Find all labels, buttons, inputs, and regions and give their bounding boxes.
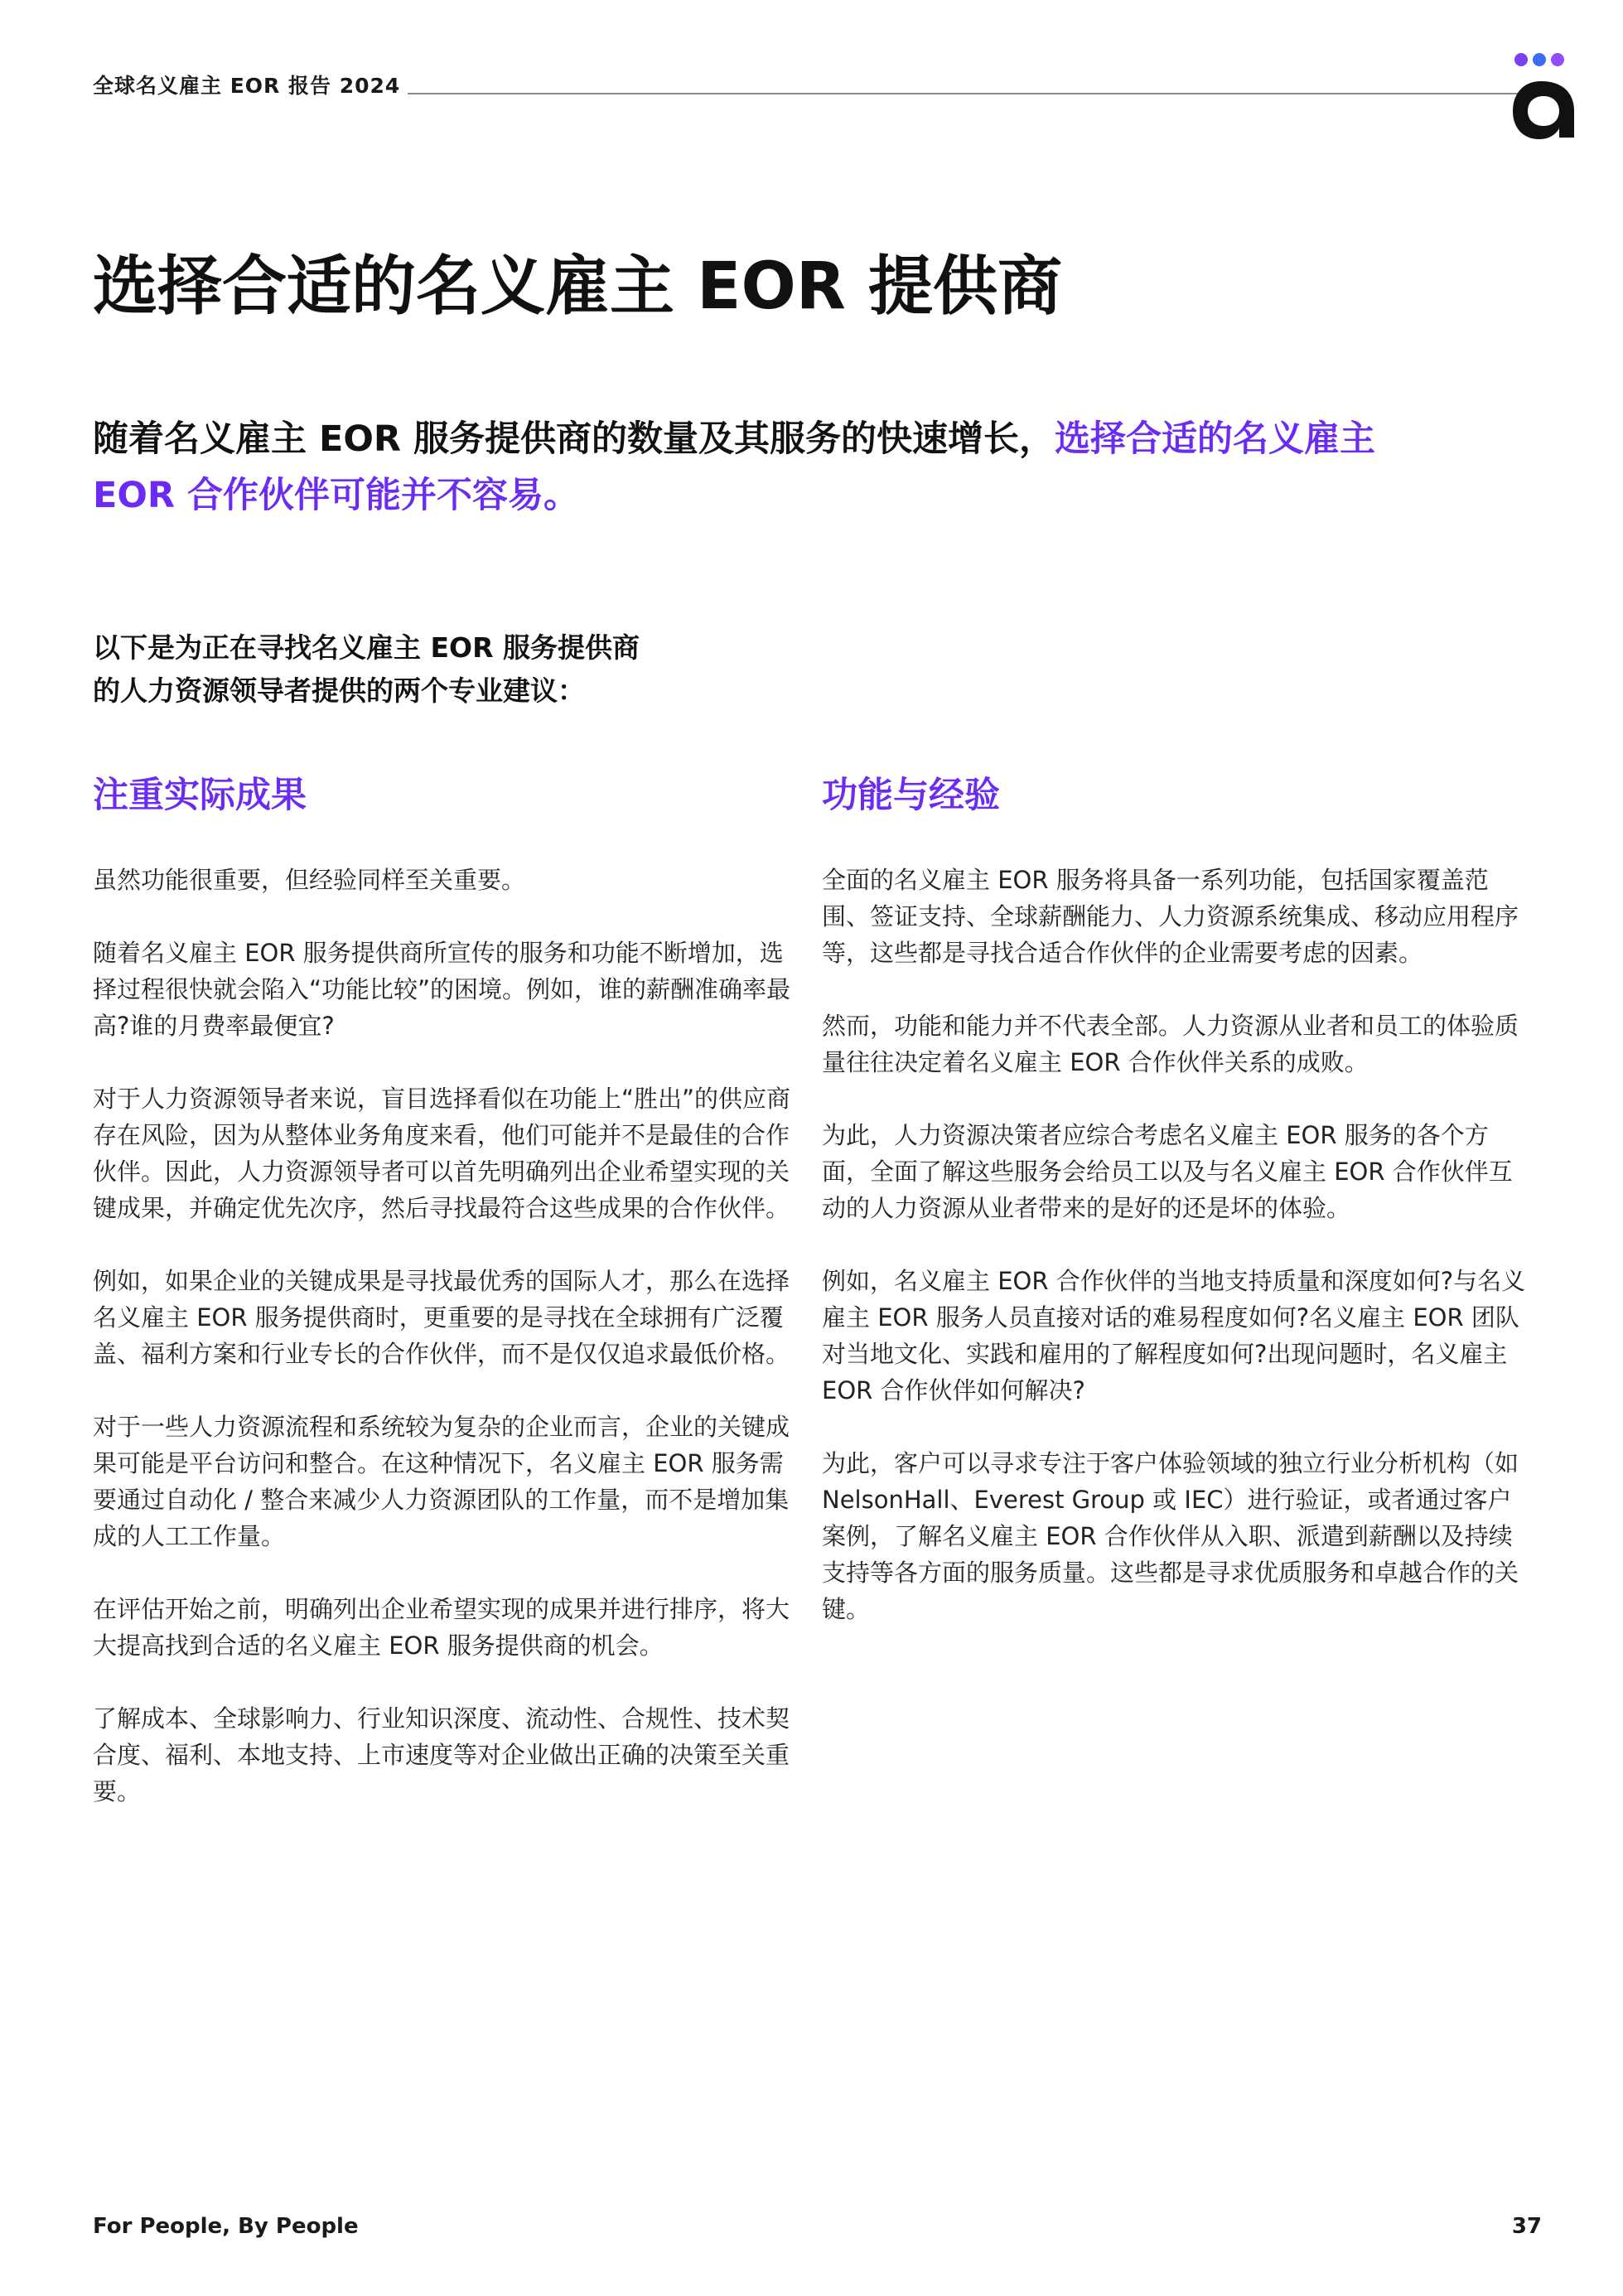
page-header xyxy=(93,70,1601,144)
logo-dot-1 xyxy=(1514,53,1528,66)
left-paragraph-1: 虽然功能很重要，但经验同样至关重要。 xyxy=(93,866,526,894)
right-paragraph-1: 全面的名义雇主 EOR 服务将具备一系列功能，包括国家覆盖范围、签证支持、全球薪酬能力、人力资源系统集成、移动应用程序等，这些都是寻找合适合作伙伴的企业需要考虑的因素。 xyxy=(822,866,1519,967)
left-paragraph-5: 对于一些人力资源流程和系统较为复杂的企业而言，企业的关键成果可能是平台访问和整合。在这种情况下，名义雇主 EOR 服务需要通过自动化 / 整合来减少人力资源团队的工作量，而不是增加集成的人工工作量。 xyxy=(93,1413,790,1550)
lead-statement xyxy=(93,411,1435,524)
intro-line-1: 以下是为正在寻找名义雇主 EOR 服务提供商 xyxy=(93,631,640,664)
left-column-heading: 注重实际成果 xyxy=(93,775,307,816)
deel-a-logo-icon xyxy=(1498,48,1597,147)
intro-text xyxy=(93,626,838,713)
right-paragraph-2: 然而，功能和能力并不代表全部。人力资源从业者和员工的体验质量往往决定着名义雇主 EOR 合作伙伴关系的成败。 xyxy=(822,1012,1519,1076)
logo-dot-3 xyxy=(1551,53,1564,66)
left-paragraph-6: 在评估开始之前，明确列出企业希望实现的成果并进行排序，将大大提高找到合适的名义雇主 EOR 服务提供商的机会。 xyxy=(93,1595,790,1660)
left-paragraph-7: 了解成本、全球影响力、行业知识深度、流动性、合规性、技术契合度、福利、本地支持、上市速度等对企业做出正确的决策至关重要。 xyxy=(93,1704,790,1805)
left-paragraph-3: 对于人力资源领导者来说，盲目选择看似在功能上“胜出”的供应商存在风险，因为从整体业务角度来看，他们可能并不是最佳的合作伙伴。因此，人力资源领导者可以首先明确列出企业希望实现的关键成果，并确定优先次序，然后寻找最符合这些成果的合作伙伴。 xyxy=(93,1085,791,1222)
report-title: 全球名义雇主 EOR 报告 2024 xyxy=(93,74,401,98)
right-column-heading: 功能与经验 xyxy=(822,775,1000,816)
right-paragraph-5: 为此，客户可以寻求专注于客户体验领域的独立行业分析机构（如 NelsonHall、Everest Group 或 IEC）进行验证，或者通过客户案例，了解名义雇主 EOR 合作伙伴从入职、派遣到薪酬以及持续支持等各方面的服务质量。这些都是寻求优质服务和卓越合作的关键。 xyxy=(822,1449,1519,1623)
intro-line-2: 的人力资源领导者提供的两个专业建议： xyxy=(93,674,585,707)
lead-accent-text: 选择合适的名义雇主 EOR 合作伙伴可能并不容易。 xyxy=(93,418,1375,516)
left-column xyxy=(93,769,797,1846)
left-paragraph-2: 随着名义雇主 EOR 服务提供商所宣传的服务和功能不断增加，选择过程很快就会陷入“功能比较”的困境。例如，谁的薪酬准确率最高?谁的月费率最便宜? xyxy=(93,939,791,1040)
right-paragraph-4: 例如，名义雇主 EOR 合作伙伴的当地支持质量和深度如何?与名义雇主 EOR 服务人员直接对话的难易程度如何?名义雇主 EOR 团队对当地文化、实践和雇用的了解程度如何?出现问题时，名义雇主 EOR 合作伙伴如何解决? xyxy=(822,1267,1526,1404)
right-column xyxy=(822,769,1526,1664)
logo-letter-a xyxy=(1513,81,1574,139)
header-divider xyxy=(408,93,1559,94)
right-paragraph-3: 为此，人力资源决策者应综合考虑名义雇主 EOR 服务的各个方面，全面了解这些服务会给员工以及与名义雇主 EOR 合作伙伴互动的人力资源从业者带来的是好的还是坏的体验。 xyxy=(822,1121,1513,1222)
left-paragraph-4: 例如，如果企业的关键成果是寻找最优秀的国际人才，那么在选择名义雇主 EOR 服务提供商时，更重要的是寻找在全球拥有广泛覆盖、福利方案和行业专长的合作伙伴，而不是仅仅追求最低价格。 xyxy=(93,1267,790,1368)
page-number: 37 xyxy=(1511,2214,1542,2239)
lead-plain-text: 随着名义雇主 EOR 服务提供商的数量及其服务的快速增长， xyxy=(93,418,1055,460)
logo-dot-2 xyxy=(1533,53,1546,66)
page-title: 选择合适的名义雇主 EOR 提供商 xyxy=(93,249,1062,324)
footer-tagline: For People, By People xyxy=(93,2214,359,2239)
